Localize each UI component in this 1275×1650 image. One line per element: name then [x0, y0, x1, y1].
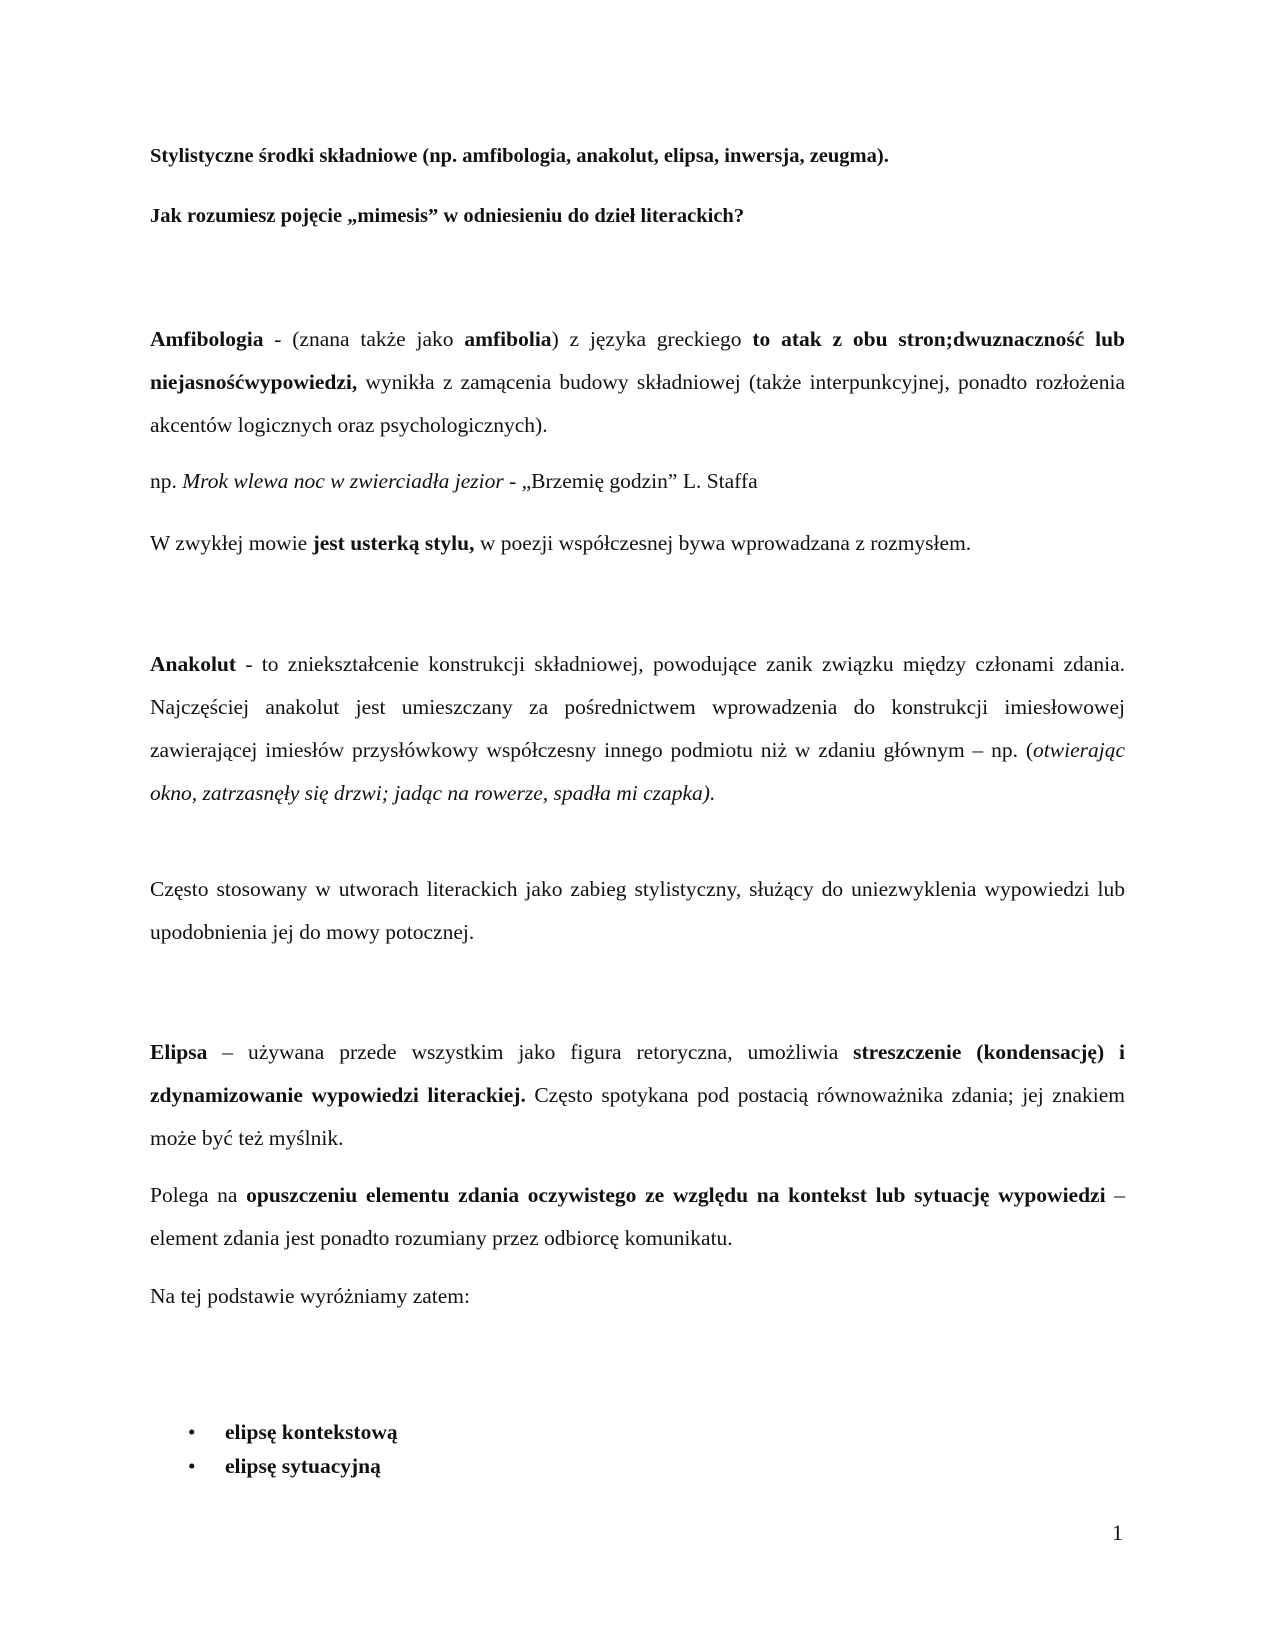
text-segment: np. [150, 469, 183, 493]
paragraph-elipsa-definition [150, 1174, 1125, 1260]
example-quote: Mrok wlewa noc w zwierciadła jezior [182, 469, 504, 493]
text-segment: wynikła z zamącenia budowy składniowej (także interpunkcyjnej, ponadto rozłożenia akcentów logicznych oraz psychologicznych). [150, 370, 1125, 437]
heading-question: Jak rozumiesz pojęcie „mimesis” w odniesieniu do dzieł literackich? [150, 205, 745, 227]
page-number: 1 [1112, 1520, 1123, 1545]
text-segment [1084, 327, 1095, 351]
text-segment: ) z języka greckiego [551, 327, 753, 351]
bold-segment: jest usterką stylu, [312, 531, 475, 555]
bold-segment: lub niejasnośćwypowiedzi, [150, 327, 1125, 394]
text-segment: - (znana także jako [263, 327, 465, 351]
text-segment: w poezji współczesnej bywa wprowadzana z rozmysłem. [474, 531, 972, 555]
list-item [150, 1449, 398, 1483]
paragraph-elipsa [150, 1031, 1125, 1160]
example-italic: otwierając okno, zatrzasnęły się drzwi; jadąc na rowerze, spadła mi czapka). [150, 738, 1125, 805]
list-item [150, 1415, 398, 1449]
paragraph-usage [150, 522, 1125, 565]
text-segment: Często spotykana pod postacią równoważnika zdania; jej znakiem może być też myślnik. [150, 1083, 1125, 1150]
term-amfibologia: Amfibologia [150, 327, 264, 351]
paragraph-list-intro: Na tej podstawie wyróżniamy zatem: [150, 1284, 471, 1308]
bold-segment: to atak z obu stron;dwuznaczność [752, 327, 1085, 351]
bullet-icon: • [188, 1454, 196, 1478]
text-segment: Polega na [150, 1183, 247, 1207]
text-segment: – używana przede wszystkim jako figura retoryczna, umożliwia [207, 1040, 854, 1064]
bullet-icon: • [188, 1420, 196, 1444]
text-segment: - to zniekształcenie konstrukcji składniowej, powodujące zanik związku między członami zdania. Najczęściej anakolut jest umieszczany za pośrednictwem wprowadzenia do konstrukcji imiesłowowej zawierającej imiesłów przysłówkowy współczesny innego podmiotu niż w zdaniu głównym – np. ( [150, 652, 1125, 762]
text-segment: - „Brzemię godzin” L. Staffa [503, 469, 758, 493]
bold-segment: streszczenie (kondensację) i zdynamizowanie wypowiedzi literackiej. [150, 1040, 1125, 1107]
paragraph-example [150, 460, 1125, 503]
heading-topic: Stylistyczne środki składniowe (np. amfibologia, anakolut, elipsa, inwersja, zeugma). [150, 145, 889, 167]
text-segment: W zwykłej mowie [150, 531, 313, 555]
list-item-text: elipsę sytuacyjną [225, 1454, 381, 1478]
paragraph-amfibologia [150, 318, 1125, 447]
list-item-text: elipsę kontekstową [225, 1420, 398, 1444]
elipsa-types-list [150, 1415, 398, 1483]
paragraph-anakolut-usage: Często stosowany w utworach literackich jako zabieg stylistyczny, służący do uniezwyklenia wypowiedzi lub upodobnienia jej do mowy potocznej. [150, 877, 1125, 944]
text-segment: – element zdania jest ponadto rozumiany przez odbiorcę komunikatu. [150, 1183, 1125, 1250]
term-elipsa: Elipsa [150, 1040, 208, 1064]
term-anakolut: Anakolut [150, 652, 237, 676]
bold-segment: opuszczeniu elementu zdania oczywistego ze względu na kontekst lub sytuację wypowiedzi [246, 1183, 1106, 1207]
term-amfibolia: amfibolia [464, 327, 552, 351]
paragraph-anakolut [150, 643, 1125, 815]
